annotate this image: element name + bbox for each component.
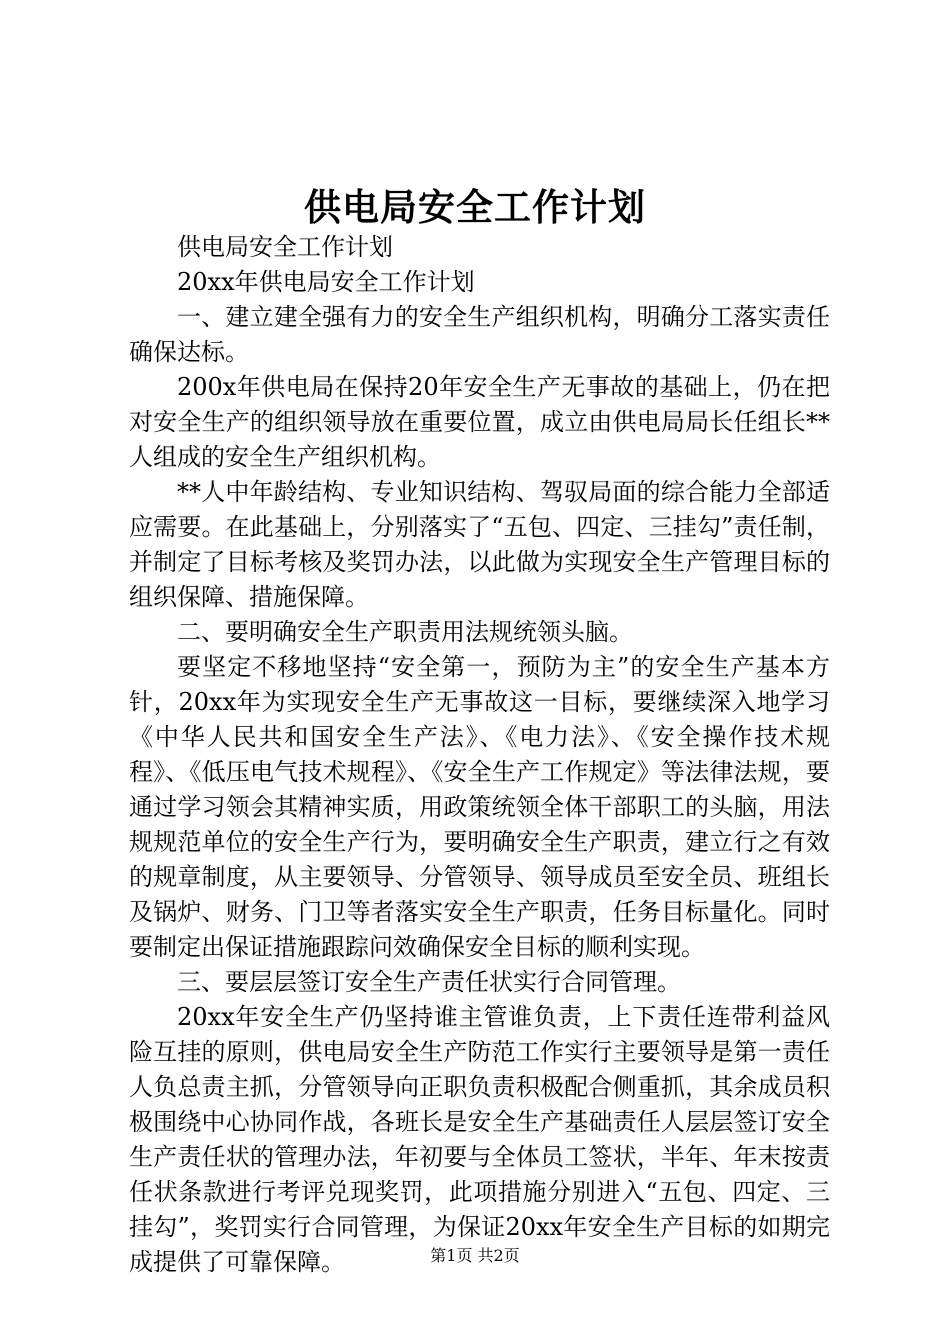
document-body xyxy=(129,230,830,1280)
paragraph: 200x年供电局在保持20年安全生产无事故的基础上，仍在把对安全生产的组织领导放在重要位置，成立由供电局局长任组长**人组成的安全生产组织机构。 xyxy=(129,373,830,471)
paragraph-year-title: 20xx年供电局安全工作计划 xyxy=(177,268,475,296)
paragraph: **人中年龄结构、专业知识结构、驾驭局面的综合能力全部适应需要。在此基础上，分别落实了“五包、四定、三挂勾”责任制，并制定了目标考核及奖罚办法，以此做为实现安全生产管理目标的组织保障、措施保障。 xyxy=(129,478,830,611)
section-heading-1: 一、建立建全强有力的安全生产组织机构，明确分工落实责任确保达标。 xyxy=(129,303,830,366)
document-title: 供电局安全工作计划 xyxy=(304,186,646,229)
page-number-footer: 第1页 共2页 xyxy=(430,1246,520,1265)
section-heading-3: 三、要层层签订安全生产责任状实行合同管理。 xyxy=(177,968,681,996)
paragraph: 20xx年安全生产仍坚持谁主管谁负责，上下责任连带利益风险互挂的原则，供电局安全生产防范工作实行主要领导是第一责任人负总责主抓，分管领导向正职负责积极配合侧重抓，其余成员积极围绕中心协同作战，各班长是安全生产基础责任人层层签订安全生产责任状的管理办法，年初要与全体员工签状，半年、年末按责任状条款进行考评兑现奖罚，此项措施分别进入“五包、四定、三挂勾”，奖罚实行合同管理，为保证20xx年安全生产目标的如期完成提供了可靠保障。 xyxy=(129,1003,830,1276)
paragraph-subtitle: 供电局安全工作计划 xyxy=(177,233,393,261)
paragraph: 要坚定不移地坚持“安全第一，预防为主”的安全生产基本方针，20xx年为实现安全生产无事故这一目标，要继续深入地学习《中华人民共和国安全生产法》、《电力法》、《安全操作技术规程》、《低压电气技术规程》、《安全生产工作规定》等法律法规，要通过学习领会其精神实质，用政策统领全体干部职工的头脑，用法规规范单位的安全生产行为，要明确安全生产职责，建立行之有效的规章制度，从主要领导、分管领导、领导成员至安全员、班组长及锅炉、财务、门卫等者落实安全生产职责，任务目标量化。同时要制定出保证措施跟踪问效确保安全目标的顺利实现。 xyxy=(129,653,830,961)
section-heading-2: 二、要明确安全生产职责用法规统领头脑。 xyxy=(177,618,633,646)
